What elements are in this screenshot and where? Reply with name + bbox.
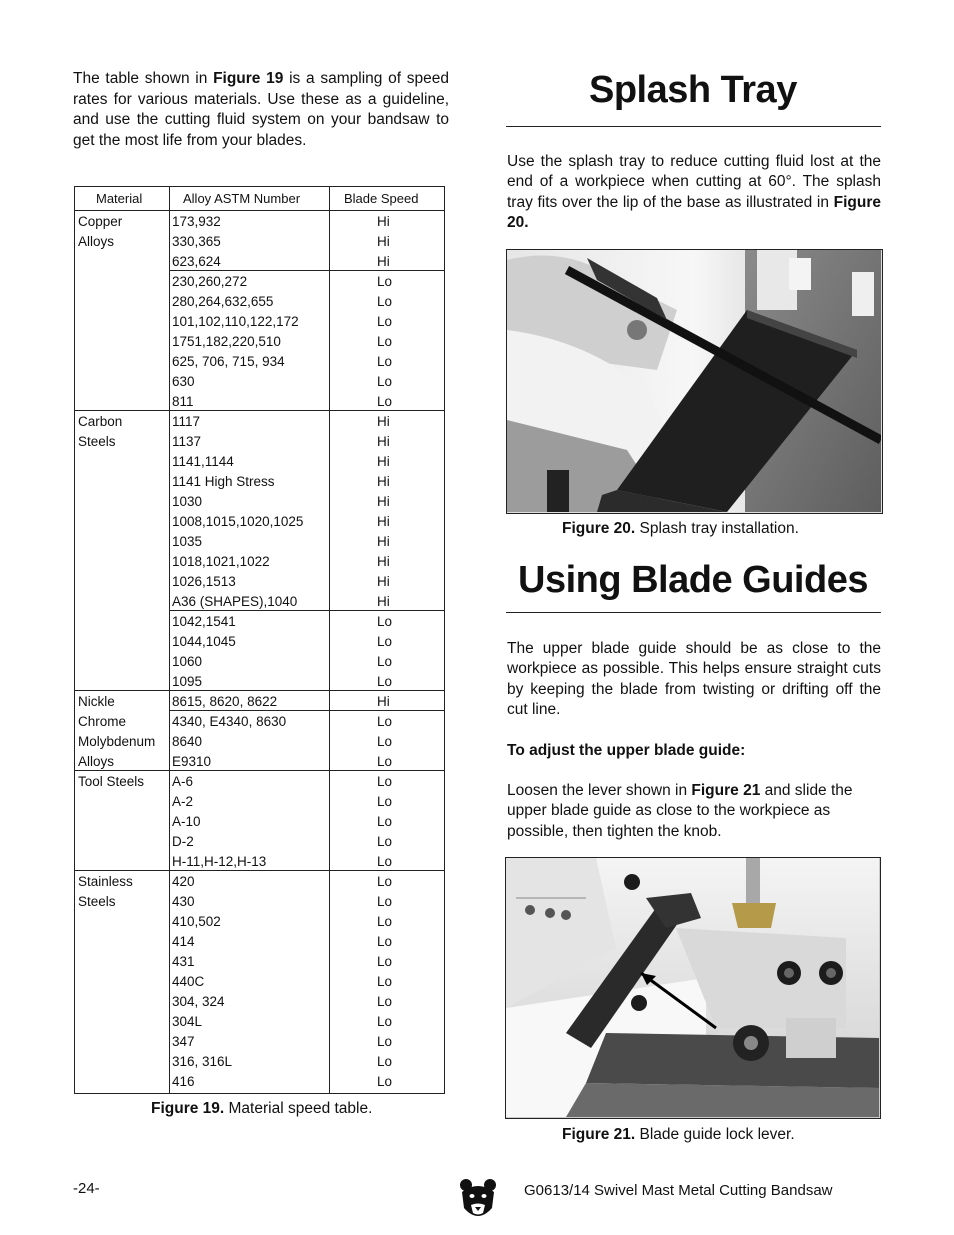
blade-guide-illustration xyxy=(506,858,879,1117)
blade-speed: Lo xyxy=(377,274,393,289)
material-group xyxy=(75,691,444,771)
splash-tray-title: Splash Tray xyxy=(589,69,797,111)
blade-speed: Hi xyxy=(377,414,390,429)
intro-figure-ref: Figure 19 xyxy=(213,70,284,87)
grizzly-bear-icon xyxy=(458,1178,498,1222)
blade-speed: Hi xyxy=(377,254,390,269)
blade-speed: Lo xyxy=(377,1074,393,1089)
header-alloy: Alloy ASTM Number xyxy=(183,191,301,206)
alloy-number: 431 xyxy=(172,954,195,969)
header-blade-speed: Blade Speed xyxy=(344,191,419,206)
alloy-number: A36 (SHAPES),1040 xyxy=(172,594,298,609)
alloy-number: A-10 xyxy=(172,814,201,829)
blade-speed: Lo xyxy=(377,894,393,909)
figure-21-photo xyxy=(505,857,881,1119)
blade-speed: Lo xyxy=(377,794,393,809)
blade-speed: Hi xyxy=(377,454,390,469)
alloy-number: 811 xyxy=(172,394,194,409)
blade-speed: Lo xyxy=(377,394,393,409)
intro-text: The table shown in xyxy=(73,70,214,87)
alloy-number: 1751,182,220,510 xyxy=(172,334,281,349)
blade-guides-paragraph: The upper blade guide should be as close to the workpiece as possible. This helps ensure straight cuts by keeping the blade from twisting or drifting off the cut line. xyxy=(507,640,881,718)
page-number: -24- xyxy=(73,1180,100,1197)
alloy-number: 1141,1144 xyxy=(172,454,234,469)
alloy-number: D-2 xyxy=(172,834,194,849)
blade-speed: Lo xyxy=(377,354,393,369)
material-name: Tool Steels xyxy=(78,774,145,789)
figure-20-photo xyxy=(506,249,883,514)
adjust-guide-subheading: To adjust the upper blade guide: xyxy=(507,742,746,759)
blade-speed: Lo xyxy=(377,934,393,949)
using-blade-guides-title: Using Blade Guides xyxy=(518,559,868,601)
material-name: Molybdenum xyxy=(78,734,156,749)
figure-21-caption: Figure 21. Blade guide lock lever. xyxy=(562,1126,795,1143)
blade-speed: Hi xyxy=(377,554,390,569)
material-name: Steels xyxy=(78,434,116,449)
table-header xyxy=(75,187,444,211)
blade-speed: Lo xyxy=(377,654,393,669)
splash-tray-illustration xyxy=(507,250,881,512)
figure-20-caption: Figure 20. Splash tray installation. xyxy=(562,520,799,537)
alloy-number: 8640 xyxy=(172,734,203,749)
blade-speed: Lo xyxy=(377,294,393,309)
blade-speed: Hi xyxy=(377,494,390,509)
alloy-number: 8615, 8620, 8622 xyxy=(172,694,278,709)
title-rule xyxy=(506,612,881,613)
material-group xyxy=(75,411,444,691)
blade-speed: Lo xyxy=(377,1014,393,1029)
blade-speed: Lo xyxy=(377,314,393,329)
material-group xyxy=(75,871,444,1095)
blade-speed: Hi xyxy=(377,694,390,709)
blade-speed: Lo xyxy=(377,1054,393,1069)
blade-speed: Hi xyxy=(377,234,390,249)
splash-tray-paragraph: Use the splash tray to reduce cutting fluid lost at the end of a workpiece when cutting at 60°. The splash tray fits over the lip of the base as illustrated in Figure 20. xyxy=(507,153,881,231)
blade-speed: Lo xyxy=(377,374,393,389)
alloy-number: 414 xyxy=(172,934,195,949)
blade-speed: Lo xyxy=(377,334,393,349)
blade-speed: Lo xyxy=(377,954,393,969)
alloy-number: 347 xyxy=(172,1034,195,1049)
alloy-number: 1117 xyxy=(172,414,201,429)
blade-speed: Lo xyxy=(377,874,393,889)
alloy-number: 416 xyxy=(172,1074,195,1089)
blade-speed: Lo xyxy=(377,614,393,629)
material-name: Nickle xyxy=(78,694,115,709)
alloy-number: 316, 316L xyxy=(172,1054,233,1069)
alloy-number: 1141 High Stress xyxy=(172,474,275,489)
blade-speed: Lo xyxy=(377,774,393,789)
alloy-number: 630 xyxy=(172,374,195,389)
alloy-number: 1035 xyxy=(172,534,203,549)
blade-speed: Hi xyxy=(377,574,390,589)
blade-speed: Lo xyxy=(377,854,393,869)
alloy-number: 430 xyxy=(172,894,195,909)
alloy-number: E9310 xyxy=(172,754,212,769)
alloy-number: 280,264,632,655 xyxy=(172,294,274,309)
alloy-number: 304L xyxy=(172,1014,203,1029)
blade-speed: Lo xyxy=(377,974,393,989)
figure-19-caption: Figure 19. Material speed table. xyxy=(151,1100,373,1117)
blade-speed: Hi xyxy=(377,474,390,489)
alloy-number: 1042,1541 xyxy=(172,614,236,629)
material-name: Alloys xyxy=(78,754,115,769)
blade-speed: Hi xyxy=(377,514,390,529)
material-name: Stainless xyxy=(78,874,133,889)
blade-speed: Hi xyxy=(377,214,390,229)
alloy-number: H-11,H-12,H-13 xyxy=(172,854,267,869)
blade-speed: Hi xyxy=(377,434,390,449)
material-name: Chrome xyxy=(78,714,127,729)
material-group xyxy=(75,211,444,411)
alloy-number: 101,102,110,122,172 xyxy=(172,314,299,329)
alloy-number: 625, 706, 715, 934 xyxy=(172,354,285,369)
alloy-number: 1026,1513 xyxy=(172,574,236,589)
blade-speed: Lo xyxy=(377,994,393,1009)
material-name: Alloys xyxy=(78,234,115,249)
intro-paragraph xyxy=(73,69,449,151)
alloy-number: 1060 xyxy=(172,654,203,669)
alloy-number: 1030 xyxy=(172,494,203,509)
alloy-number: 1008,1015,1020,1025 xyxy=(172,514,304,529)
blade-speed: Lo xyxy=(377,834,393,849)
blade-speed: Lo xyxy=(377,914,393,929)
blade-speed: Hi xyxy=(377,534,390,549)
alloy-number: 4340, E4340, 8630 xyxy=(172,714,287,729)
material-name: Copper xyxy=(78,214,123,229)
alloy-number: 330,365 xyxy=(172,234,221,249)
alloy-number: 410,502 xyxy=(172,914,221,929)
intro-text-rest: is a sampling of speed rates for various materials. Use these as a guideline, and use the cutting fluid system on your bandsaw to get the most life from your blades. xyxy=(73,70,449,149)
material-name: Steels xyxy=(78,894,116,909)
alloy-number: A-6 xyxy=(172,774,194,789)
blade-speed: Lo xyxy=(377,734,393,749)
alloy-number: 1044,1045 xyxy=(172,634,236,649)
adjust-guide-step: Loosen the lever shown in Figure 21 and slide the upper blade guide as close to the workpiece as possible, then tighten the knob. xyxy=(507,782,853,840)
alloy-number: 230,260,272 xyxy=(172,274,248,289)
alloy-number: 1137 xyxy=(172,434,202,449)
alloy-number: 304, 324 xyxy=(172,994,225,1009)
document-title: G0613/14 Swivel Mast Metal Cutting Bandsaw xyxy=(524,1182,833,1199)
material-group xyxy=(75,771,444,871)
header-material: Material xyxy=(96,191,143,206)
alloy-number: 1095 xyxy=(172,674,203,689)
title-rule xyxy=(506,126,881,127)
blade-speed: Lo xyxy=(377,634,393,649)
blade-speed: Lo xyxy=(377,814,393,829)
material-speed-table xyxy=(74,186,445,1094)
alloy-number: 173,932 xyxy=(172,214,221,229)
blade-speed: Hi xyxy=(377,594,390,609)
blade-speed: Lo xyxy=(377,714,393,729)
alloy-number: A-2 xyxy=(172,794,194,809)
alloy-number: 440C xyxy=(172,974,205,989)
blade-speed: Lo xyxy=(377,674,393,689)
alloy-number: 623,624 xyxy=(172,254,221,269)
alloy-number: 1018,1021,1022 xyxy=(172,554,270,569)
material-name: Carbon xyxy=(78,414,123,429)
blade-speed: Lo xyxy=(377,1034,393,1049)
alloy-number: 420 xyxy=(172,874,195,889)
blade-speed: Lo xyxy=(377,754,393,769)
